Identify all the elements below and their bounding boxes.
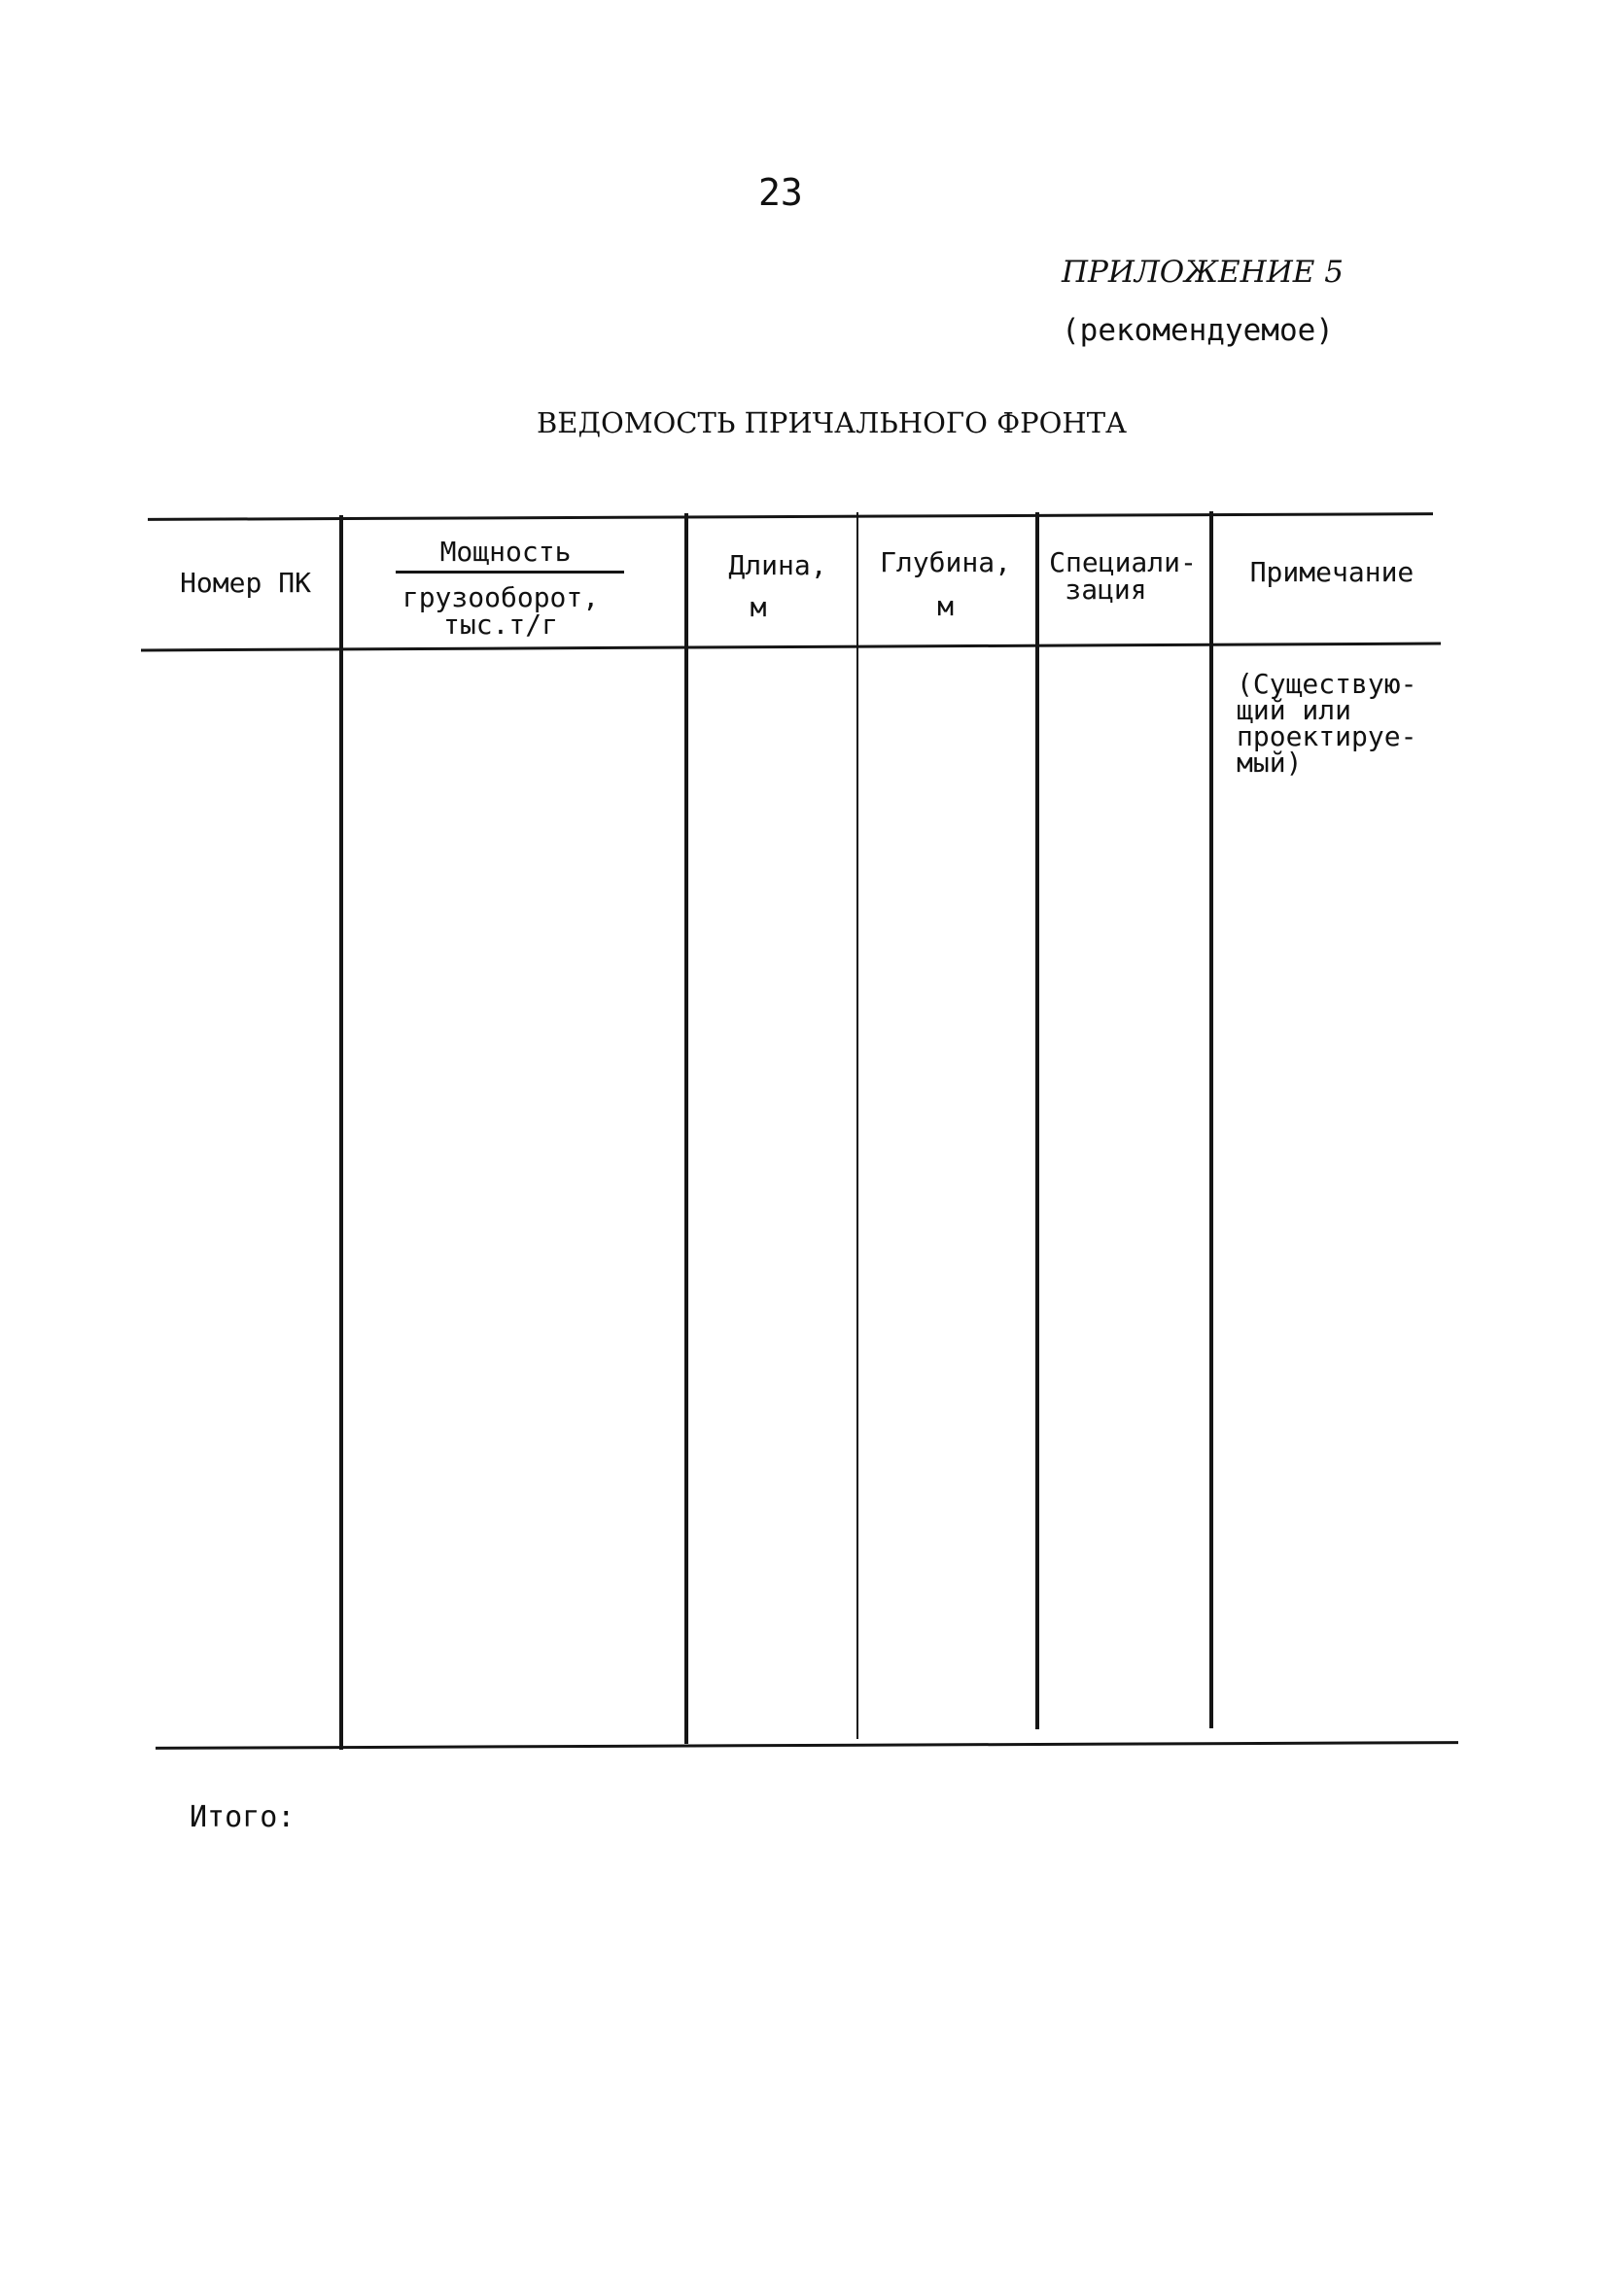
document-title: ВЕДОМОСТЬ ПРИЧАЛЬНОГО ФРОНТА <box>537 406 1128 439</box>
remark-note-line: мый) <box>1237 747 1303 779</box>
header-depth-2: м <box>937 590 954 622</box>
capacity-fraction-line <box>396 571 624 574</box>
appendix-note: (рекомендуемое) <box>1062 313 1334 348</box>
column-divider-1 <box>339 515 343 1750</box>
header-specialization-1: Специали- <box>1049 546 1197 578</box>
column-divider-5 <box>1209 511 1213 1728</box>
header-separator <box>141 642 1441 651</box>
header-capacity-top: Мощность <box>439 536 572 568</box>
column-divider-3 <box>856 512 858 1739</box>
header-specialization-2: зация <box>1065 574 1147 606</box>
remark-note-line: проектируе- <box>1237 720 1417 752</box>
header-depth-1: Глубина, <box>880 546 1011 578</box>
remark-note <box>1237 668 1470 779</box>
remark-note-line: щий или <box>1237 694 1352 726</box>
column-divider-4 <box>1035 512 1039 1729</box>
total-label: Итого: <box>190 1800 296 1834</box>
remark-note-line: (Существую- <box>1237 668 1417 700</box>
header-capacity-bottom-2: тыс.т/г <box>442 609 558 641</box>
header-pk-number: Номер ПК <box>180 567 311 599</box>
header-capacity-bottom-1: грузооборот, <box>402 581 600 613</box>
appendix-label: ПРИЛОЖЕНИЕ 5 <box>1062 255 1344 290</box>
table-bottom-border <box>156 1741 1458 1750</box>
header-remark: Примечание <box>1249 556 1415 588</box>
column-divider-2 <box>684 513 688 1744</box>
page-number: 23 <box>758 171 803 214</box>
header-length-2: м <box>750 591 767 623</box>
header-length-1: Длина, <box>728 549 827 581</box>
